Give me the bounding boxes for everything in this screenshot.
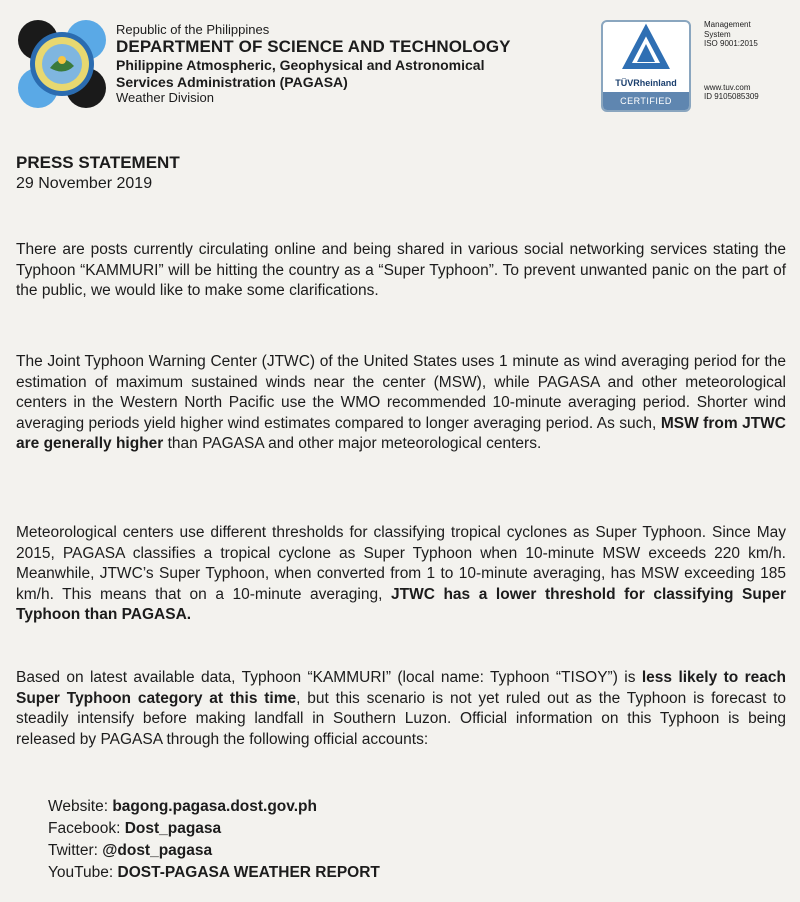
account-website: [48, 796, 380, 818]
account-label: Website:: [48, 798, 113, 815]
account-value: @dost_pagasa: [102, 842, 213, 859]
account-facebook: [48, 818, 380, 840]
agency-line-2: Services Administration (PAGASA): [116, 73, 348, 90]
tuv-url: www.tuv.com: [704, 82, 751, 92]
paragraph-2-text: The Joint Typhoon Warning Center (JTWC) of the United States uses 1 minute as wind averaging period for the estimation of maximum sustained winds near the center (MSW), while PAGASA and other meteorological centers in the Western North Pacific use the WMO recommended 10-minute averaging period. Shorter wind averaging periods yield higher wind estimates compared to longer averaging period. As such,: [16, 353, 786, 432]
paragraph-3-text: Meteorological centers use different thresholds for classifying tropical cyclones as Super Typhoon. Since May 2015, PAGASA classifies a tropical cyclone as Super Typhoon when 10-minute MSW exceeds 220 km/h. Meanwhile, JTWC’s Super Typhoon, when converted from 1 to 10-minute averaging, has MSW exceeding 185 km/h. This means that on a 10-minute averaging,: [16, 524, 786, 603]
paragraph-4-end: , but this scenario is not yet ruled out as the Typhoon is forecast to steadily intensify before making landfall in Southern Luzon. Official information on this Typhoon is being released by PAGASA through the following official accounts:: [16, 689, 786, 748]
official-accounts-list: [48, 796, 380, 884]
agency-line-1: Philippine Atmospheric, Geophysical and Astronomical: [116, 57, 485, 74]
account-label: YouTube:: [48, 864, 118, 881]
department-name: DEPARTMENT OF SCIENCE AND TECHNOLOGY: [116, 37, 511, 57]
account-label: Twitter:: [48, 842, 103, 859]
account-value: DOST-PAGASA WEATHER REPORT: [117, 864, 380, 881]
paragraph-2: [16, 352, 786, 455]
tuv-id: ID 9105085309: [704, 92, 759, 102]
certified-banner: CERTIFIED: [603, 92, 689, 110]
mgmt-line-2: System: [704, 29, 731, 39]
iso-standard: ISO 9001:2015: [704, 39, 758, 49]
account-label: Facebook:: [48, 820, 125, 837]
account-value: Dost_pagasa: [124, 820, 222, 837]
division-line: Weather Division: [116, 90, 215, 106]
paragraph-2-end: than PAGASA and other major meteorological centers.: [163, 435, 542, 453]
statement-title: PRESS STATEMENT: [16, 153, 180, 172]
pagasa-seal-icon: [14, 16, 110, 112]
paragraph-4: [16, 668, 786, 750]
account-youtube: [48, 862, 380, 884]
account-value: bagong.pagasa.dost.gov.ph: [112, 798, 317, 815]
organization-block: [116, 22, 511, 106]
tuv-brand: TÜVRheinland: [615, 78, 677, 88]
tuv-triangle-icon: [603, 22, 689, 78]
paragraph-3: [16, 523, 786, 626]
paragraph-1: There are posts currently circulating online and being shared in various social networking services stating the Typhoon “KAMMURI” will be hitting the country as a “Super Typhoon”. To prevent unwanted panic on the part of the public, we would like to make some clarifications.: [16, 241, 786, 300]
mgmt-line-1: Management: [704, 20, 751, 29]
account-twitter: [48, 840, 380, 862]
tuv-certification-badge: [601, 20, 691, 112]
management-system-info: [704, 20, 759, 102]
paragraph-4-emphasis: less likely to reach Super Typhoon category at this time: [16, 669, 787, 707]
paragraph-3-emphasis: JTWC has a lower threshold for classifying Super Typhoon than PAGASA.: [16, 585, 786, 624]
statement-date: 29 November 2019: [16, 175, 153, 192]
republic-line: Republic of the Philippines: [116, 22, 270, 37]
paragraph-4-text: Based on latest available data, Typhoon “KAMMURI” (local name: Typhoon “TISOY”) is: [16, 669, 642, 686]
paragraph-2-emphasis: MSW from JTWC are generally higher: [16, 414, 786, 453]
